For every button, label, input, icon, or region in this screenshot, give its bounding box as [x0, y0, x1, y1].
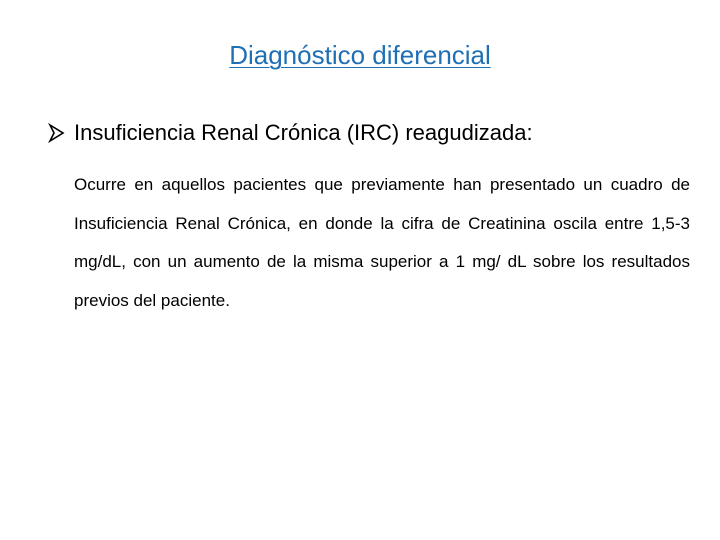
- body-paragraph: Ocurre en aquellos pacientes que previamente han presentado un cuadro de Insuficiencia Renal Crónica, en donde la cifra de Creatinina oscila entre 1,5-3 mg/dL, con un aumento de la misma superior a 1 mg/ dL sobre los resultados previos del paciente.: [74, 175, 690, 310]
- bullet-text: Insuficiencia Renal Crónica (IRC) reagudizada:: [74, 120, 533, 145]
- bullet-item: [48, 118, 688, 148]
- slide-title: Diagnóstico diferencial: [229, 40, 491, 70]
- arrow-bullet-icon: [48, 123, 66, 143]
